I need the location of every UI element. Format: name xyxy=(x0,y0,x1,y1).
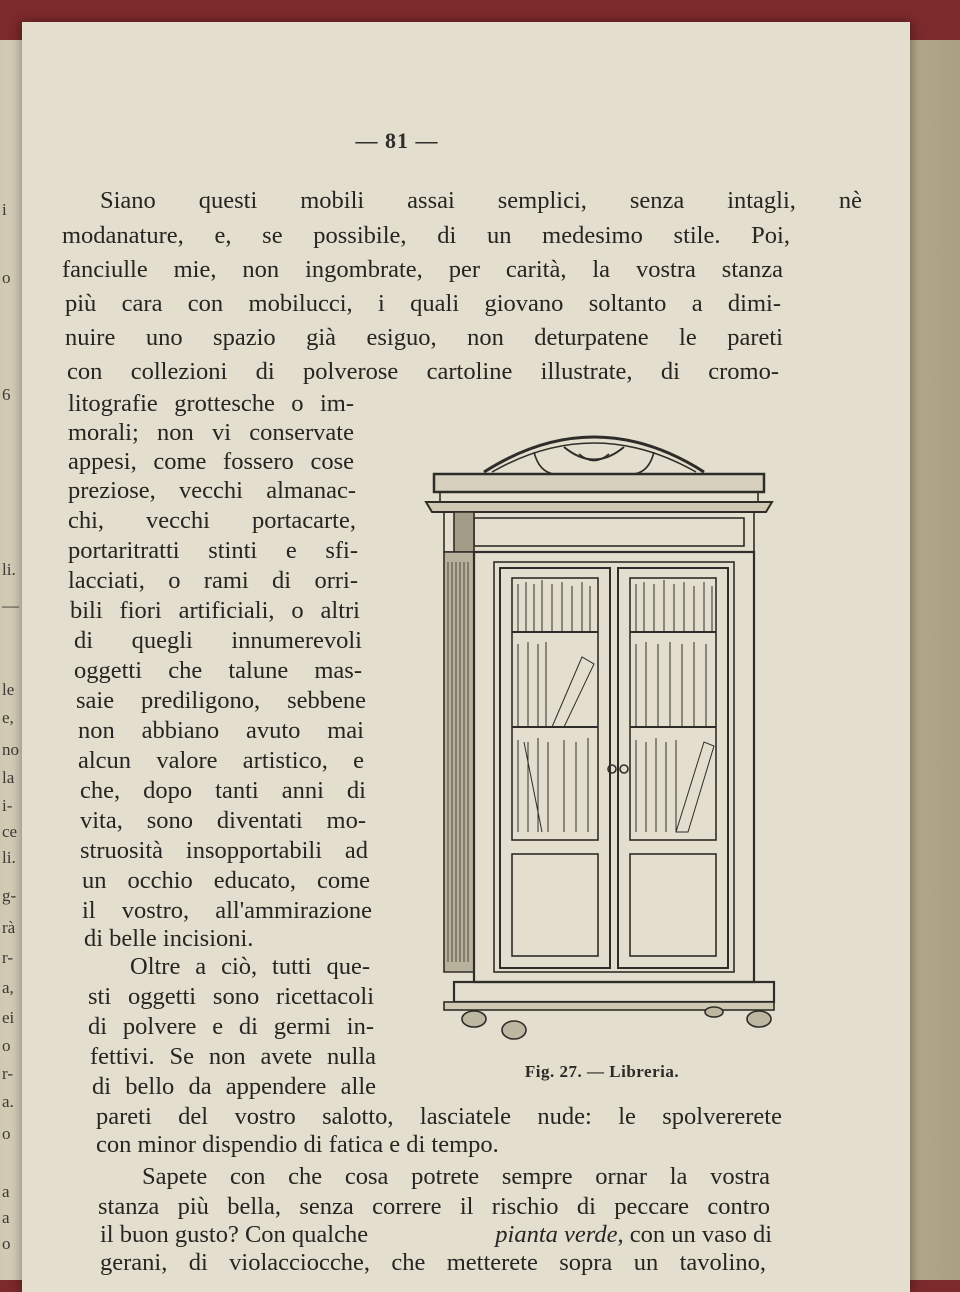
left-page-fragment: ce xyxy=(2,822,18,841)
text-line: Siano questi mobili assai semplici, senza intagli, nè xyxy=(100,187,862,214)
bookcase-illustration xyxy=(414,412,794,1052)
text-line: saie prediligono, sebbene xyxy=(76,687,366,714)
text-line: con minor dispendio di fatica e di tempo. xyxy=(96,1131,499,1158)
text-line: di polvere e di germi in- xyxy=(88,1013,374,1040)
left-page-fragment: ei xyxy=(2,1008,15,1027)
text-line: fanciulle mie, non ingombrate, per carità, la vostra stanza xyxy=(62,256,783,283)
left-page-fragment: r- xyxy=(2,1064,13,1083)
left-page-fragment: r- xyxy=(2,948,13,967)
text-line-mixed xyxy=(100,1220,772,1250)
left-page-fragment: — xyxy=(2,596,19,615)
text-line: litografie grottesche o im- xyxy=(68,390,354,417)
text-line: Sapete con che cosa potrete sempre ornar la vostra xyxy=(142,1163,770,1190)
text-line: modanature, e, se possibile, di un medesimo stile. Poi, xyxy=(62,222,790,249)
left-page-fragment: a xyxy=(2,1208,10,1227)
text-line: chi, vecchi portacarte, xyxy=(68,507,356,534)
text-line: Oltre a ciò, tutti que- xyxy=(130,953,370,980)
text-line: fettivi. Se non avete nulla xyxy=(90,1043,376,1070)
left-page-fragment: i- xyxy=(2,796,13,815)
left-page-fragment: o xyxy=(2,268,11,287)
text-line: vita, sono diventati mo- xyxy=(80,807,366,834)
text-line: pareti del vostro salotto, lasciatele nude: le spolvererete xyxy=(96,1103,782,1130)
left-page-fragment: o xyxy=(2,1036,11,1055)
left-page-fragment: la xyxy=(2,768,15,787)
text-line: più cara con mobilucci, i quali giovano soltanto a dimi- xyxy=(65,290,781,317)
text-line: nuire uno spazio già esiguo, non deturpatene le pareti xyxy=(65,324,783,351)
page-number: — 81 — xyxy=(355,128,439,153)
left-page-fragment: le xyxy=(2,680,15,699)
left-page-fragment: g- xyxy=(2,886,17,905)
left-page-fragment: a, xyxy=(2,978,14,997)
text-line: gerani, di violacciocche, che metterete sopra un tavolino, xyxy=(100,1249,766,1276)
left-page-fragment: li. xyxy=(2,560,16,579)
text-italic-segment: pianta verde xyxy=(495,1221,618,1248)
text-segment: il buon gusto? Con qualche xyxy=(100,1221,369,1248)
text-line: che, dopo tanti anni di xyxy=(80,777,366,804)
text-line: bili fiori artificiali, o altri xyxy=(70,597,360,624)
text-line: stanza più bella, senza correre il rischio di peccare contro xyxy=(98,1193,770,1220)
left-page-fragment: a xyxy=(2,1182,10,1201)
text-line: morali; non vi conservate xyxy=(68,419,354,446)
left-page-fragment: 6 xyxy=(2,385,11,404)
book-page xyxy=(22,22,910,1292)
left-page-fragment: i xyxy=(2,200,7,219)
text-line: struosità insopportabili ad xyxy=(80,837,368,864)
text-line: oggetti che talune mas- xyxy=(74,657,362,684)
text-line: lacciati, o rami di orri- xyxy=(68,567,358,594)
left-page-fragment: a. xyxy=(2,1092,14,1111)
figure-caption: Fig. 27. — Libreria. xyxy=(524,1062,680,1081)
text-line: di quegli innumerevoli xyxy=(74,627,362,654)
text-line: di bello da appendere alle xyxy=(92,1073,376,1100)
text-line: appesi, come fossero cose xyxy=(68,448,354,475)
text-line: di belle incisioni. xyxy=(84,925,254,952)
text-line: preziose, vecchi almanac- xyxy=(68,477,356,504)
left-page-fragment: no xyxy=(2,740,19,759)
left-page-fragment: e, xyxy=(2,708,14,727)
text-line: sti oggetti sono ricettacoli xyxy=(88,983,374,1010)
text-line: non abbiano avuto mai xyxy=(78,717,364,744)
left-page-fragment: o xyxy=(2,1234,11,1253)
text-line: alcun valore artistico, e xyxy=(78,747,364,774)
left-page-fragment: o xyxy=(2,1124,11,1143)
text-segment: , con un vaso di xyxy=(617,1221,772,1248)
text-line: con collezioni di polverose cartoline illustrate, di cromo- xyxy=(67,358,779,385)
text-line: portaritratti stinti e sfi- xyxy=(68,537,358,564)
left-page-fragment: rà xyxy=(2,918,16,937)
left-page-fragment: li. xyxy=(2,848,16,867)
text-line: un occhio educato, come xyxy=(82,867,370,894)
text-line: il vostro, all'ammirazione xyxy=(82,897,372,924)
